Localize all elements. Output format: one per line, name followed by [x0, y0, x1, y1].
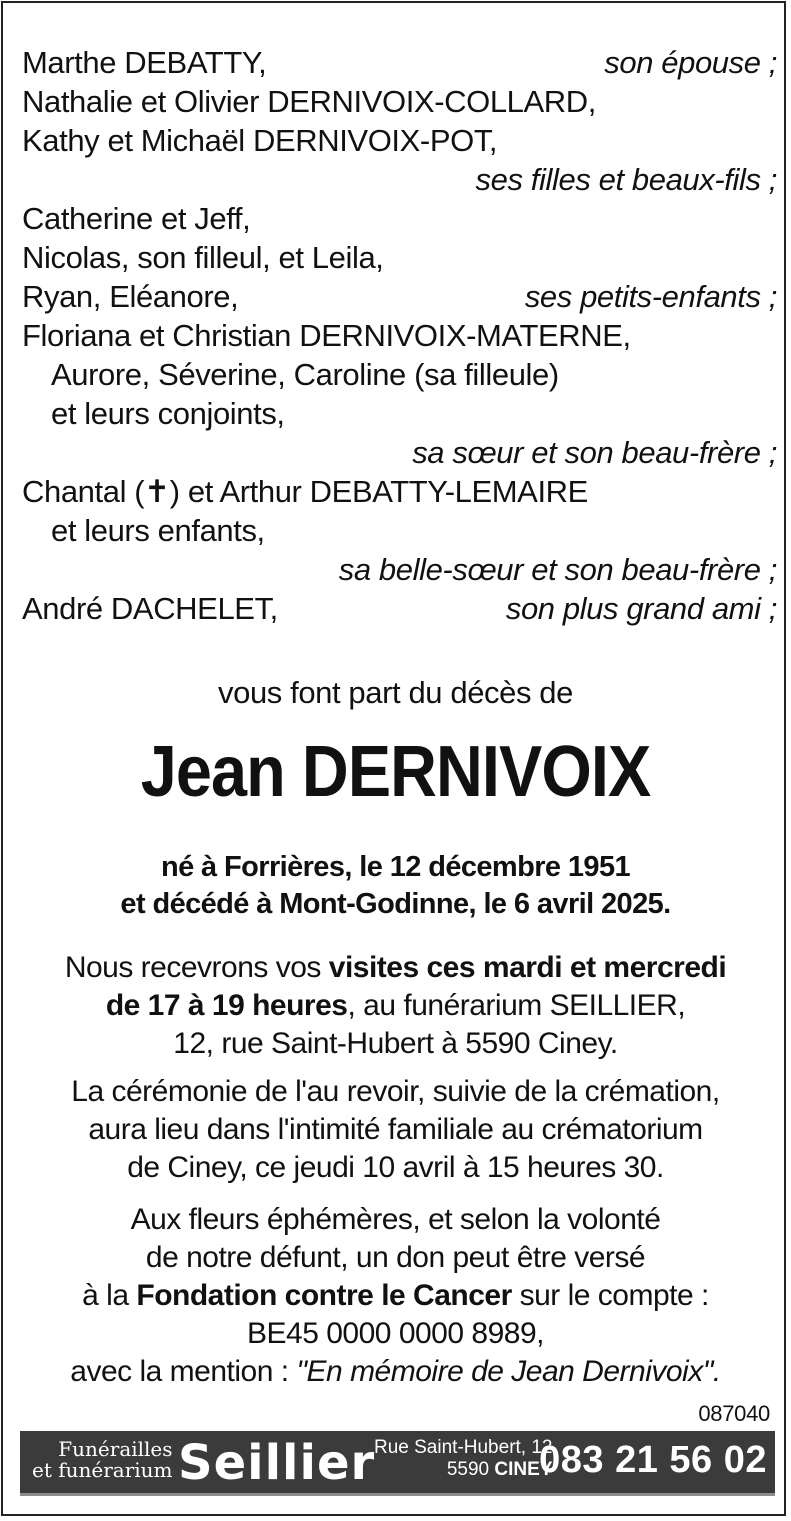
relationship-label: sa belle-sœur et son beau-frère ;	[338, 552, 777, 587]
ceremony-paragraph	[3, 1073, 786, 1187]
donation-line: de notre défunt, un don peut être versé	[145, 1241, 646, 1274]
donation-line: Aux fleurs éphémères, et selon la volonté	[130, 1203, 661, 1236]
ceremony-line: La cérémonie de l'au revoir, suivie de la crémation,	[71, 1075, 720, 1108]
funeral-home-phone: 083 21 56 02	[539, 1439, 767, 1481]
funeral-home-brand: Seillier	[178, 1435, 376, 1491]
visits-text: , au funérarium SEILLIER,	[347, 989, 686, 1022]
family-line	[22, 238, 777, 277]
donation-text: avec la mention :	[70, 1355, 297, 1388]
donation-text: sur le compte :	[511, 1279, 709, 1312]
visits-paragraph	[3, 949, 786, 1063]
life-dates	[3, 849, 786, 923]
family-member: Floriana et Christian DERNIVOIX-MATERNE,	[22, 318, 631, 353]
family-line	[22, 433, 777, 472]
family-line	[22, 511, 777, 550]
funeral-home-label	[32, 1439, 173, 1481]
family-member: Nathalie et Olivier DERNIVOIX-COLLARD,	[22, 84, 596, 119]
visits-hours: de 17 à 19 heures	[105, 989, 348, 1022]
reference-number: 087040	[698, 1401, 770, 1426]
family-member: Aurore, Séverine, Caroline (sa filleule)	[51, 357, 559, 392]
visits-text: Nous recevrons vos	[64, 951, 329, 984]
family-line	[22, 277, 777, 316]
donation-text: à la	[82, 1279, 137, 1312]
family-line	[22, 316, 777, 355]
relationship-label: son plus grand ami ;	[505, 591, 777, 626]
family-line	[22, 550, 777, 589]
family-line	[22, 355, 777, 394]
label-line-1: Funérailles	[58, 1437, 173, 1461]
family-line	[22, 82, 777, 121]
family-member: et leurs conjoints,	[51, 396, 285, 431]
family-member: André DACHELET,	[22, 591, 278, 626]
family-line	[22, 394, 777, 433]
donation-mention: "En mémoire de Jean Dernivoix".	[296, 1355, 721, 1388]
family-member: Nicolas, son filleul, et Leila,	[22, 240, 384, 275]
family-member: Chantal (✝) et Arthur DEBATTY-LEMAIRE	[22, 474, 588, 509]
announcement-intro: vous font part du décès de	[218, 675, 573, 710]
funeral-home-address	[374, 1437, 553, 1481]
death-line: et décédé à Mont-Godinne, le 6 avril 2025.	[120, 888, 671, 920]
relationship-label: son épouse ;	[604, 45, 777, 80]
relationship-label: ses filles et beaux-fils ;	[475, 162, 777, 197]
visits-bold: visites ces mardi et mercredi	[328, 951, 727, 984]
family-line	[22, 121, 777, 160]
family-list	[22, 43, 777, 628]
relationship-label: sa sœur et son beau-frère ;	[412, 435, 777, 470]
family-member: Marthe DEBATTY,	[22, 45, 267, 80]
label-line-2: et funérarium	[32, 1458, 173, 1482]
family-line	[22, 199, 777, 238]
family-member: Kathy et Michaël DERNIVOIX-POT,	[22, 123, 498, 158]
zip: 5590	[446, 1459, 490, 1480]
city: CINEY	[494, 1459, 553, 1480]
donation-paragraph	[3, 1201, 786, 1391]
bank-account: BE45 0000 0000 8989,	[247, 1317, 544, 1350]
birth-line: né à Forrières, le 12 décembre 1951	[160, 851, 631, 883]
family-member: Ryan, Eléanore,	[22, 279, 239, 314]
relationship-label: ses petits-enfants ;	[524, 279, 777, 314]
visits-address: 12, rue Saint-Hubert à 5590 Ciney.	[173, 1027, 618, 1060]
family-line	[22, 160, 777, 199]
family-line	[22, 472, 777, 511]
obituary-notice	[1, 1, 786, 1516]
family-member: et leurs enfants,	[51, 513, 265, 548]
family-member: Catherine et Jeff,	[22, 201, 251, 236]
foundation-name: Fondation contre le Cancer	[136, 1279, 512, 1312]
funeral-home-banner	[20, 1431, 775, 1496]
family-line	[22, 43, 777, 82]
family-line	[22, 589, 777, 628]
ceremony-line: de Ciney, ce jeudi 10 avril à 15 heures 30.	[127, 1151, 664, 1184]
ceremony-line: aura lieu dans l'intimité familiale au crématorium	[88, 1113, 703, 1146]
deceased-name: Jean DERNIVOIX	[140, 732, 651, 812]
street: Rue Saint-Hubert, 12	[374, 1437, 553, 1458]
